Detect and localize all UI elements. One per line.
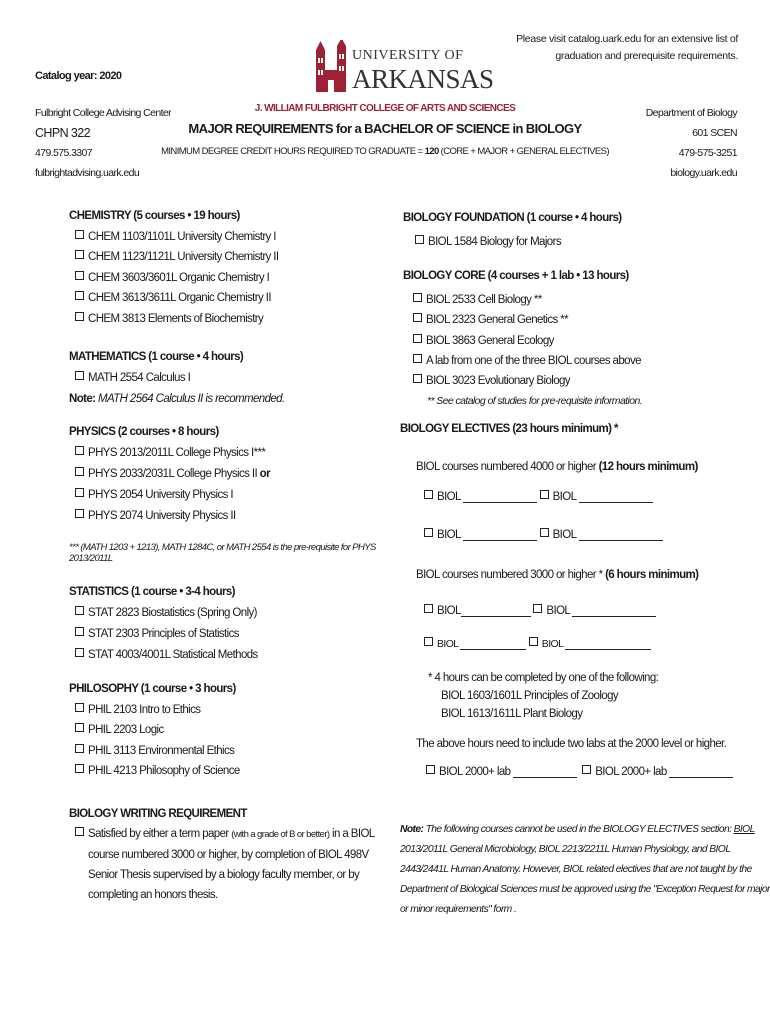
- degree-title: MAJOR REQUIREMENTS for a BACHELOR OF SCIENCE in BIOLOGY: [188, 121, 582, 136]
- advising-center-name: Fulbright College Advising Center: [35, 107, 172, 119]
- department-office: 601 SCEN: [692, 127, 737, 139]
- checkbox-icon[interactable]: [424, 604, 433, 613]
- statistics-title: STATISTICS (1 course • 3-4 hours): [69, 586, 235, 598]
- course-label: STAT 2303 Principles of Statistics: [88, 628, 239, 640]
- writing-grade-note: (with a grade of B or better): [231, 829, 330, 840]
- course-label: CHEM 3613/3611L Organic Chemistry II: [88, 292, 271, 304]
- philosophy-section: [69, 679, 240, 782]
- catalog-link-note: [516, 31, 738, 65]
- checkbox-icon[interactable]: [75, 744, 84, 753]
- course-label: BIOL 2323 General Genetics **: [426, 314, 568, 327]
- lab-blank-field[interactable]: [582, 766, 733, 778]
- chemistry-title: CHEMISTRY (5 courses • 19 hours): [69, 210, 240, 222]
- course-label: CHEM 3603/3601L Organic Chemistry I: [88, 271, 270, 284]
- exclusion-line4: Department of Biological Sciences must be approved using the "Exception Request for major: [400, 884, 770, 895]
- physics-footnote-line2: 2013/2011L: [69, 553, 113, 564]
- core-title: BIOLOGY CORE (4 courses + 1 lab • 13 hours): [403, 270, 629, 282]
- math-note: [69, 389, 285, 410]
- lab-course-blank[interactable]: [513, 766, 577, 778]
- course-number-blank[interactable]: [463, 491, 537, 503]
- course-checkbox[interactable]: [69, 624, 258, 645]
- course-label: PHIL 3113 Environmental Ethics: [88, 744, 235, 757]
- department-name: Department of Biology: [645, 107, 737, 119]
- logo-university-of: UNIVERSITY OF: [352, 48, 464, 63]
- course-checkbox[interactable]: [69, 485, 376, 506]
- course-checkbox[interactable]: [69, 645, 258, 666]
- checkbox-icon[interactable]: [75, 703, 84, 712]
- elective-blank-field[interactable]: [529, 638, 651, 650]
- course-number-blank[interactable]: [460, 638, 526, 650]
- elective-blank-row: [424, 605, 656, 617]
- advising-office: CHPN 322: [35, 126, 90, 140]
- credit-prefix: MINIMUM DEGREE CREDIT HOURS REQUIRED TO GRADUATE =: [161, 146, 425, 157]
- department-contact: [646, 103, 737, 183]
- checkbox-icon[interactable]: [413, 354, 422, 363]
- course-label: CHEM 1123/1121L University Chemistry II: [88, 251, 279, 263]
- electives-exclusion-note: [400, 820, 770, 920]
- department-phone: 479-575-3251: [678, 147, 737, 159]
- course-label: BIOL 3023 Evolutionary Biology: [426, 375, 570, 388]
- checkbox-icon[interactable]: [529, 637, 538, 646]
- mathematics-title: MATHEMATICS (1 course • 4 hours): [69, 351, 244, 363]
- credit-total: 120: [424, 146, 439, 157]
- option-plant-biology: BIOL 1613/1611L Plant Biology: [441, 708, 583, 720]
- checkbox-icon[interactable]: [582, 765, 591, 774]
- course-checkbox[interactable]: [403, 290, 642, 310]
- advising-website: fulbrightadvising.uark.edu: [35, 167, 140, 179]
- checkbox-icon[interactable]: [540, 490, 549, 499]
- lab-blank-row: [426, 766, 733, 778]
- elective-blank-field[interactable]: [540, 491, 653, 503]
- mathematics-section: [69, 347, 285, 410]
- checkbox-icon[interactable]: [424, 528, 433, 537]
- star-note: * 4 hours can be completed by one of the following:: [428, 672, 659, 684]
- course-label: PHIL 2203 Logic: [88, 724, 164, 736]
- checkbox-icon[interactable]: [533, 604, 542, 613]
- course-number-blank[interactable]: [565, 638, 651, 650]
- course-label: PHYS 2074 University Physics II: [88, 510, 236, 522]
- advising-contact: [35, 103, 171, 183]
- course-checkbox[interactable]: [69, 288, 279, 309]
- course-checkbox[interactable]: [69, 368, 285, 389]
- course-number-blank[interactable]: [579, 529, 663, 541]
- catalog-year: Catalog year: 2020: [35, 70, 122, 82]
- writing-line1b: in a BIOL: [329, 828, 375, 840]
- electives-3000-hours: (6 hours minimum): [605, 569, 699, 581]
- note-text: MATH 2564 Calculus II is recommended.: [95, 393, 285, 405]
- course-checkbox[interactable]: [69, 443, 376, 464]
- checkbox-icon[interactable]: [75, 312, 84, 321]
- writing-line4: completing an honors thesis.: [88, 889, 218, 901]
- course-checkbox[interactable]: [69, 700, 240, 721]
- course-checkbox[interactable]: [69, 761, 240, 782]
- checkbox-icon[interactable]: [540, 528, 549, 537]
- option-zoology: BIOL 1603/1601L Principles of Zoology: [441, 690, 619, 702]
- electives-title: BIOLOGY ELECTIVES (23 hours minimum) *: [400, 423, 618, 435]
- core-section: [403, 266, 642, 411]
- course-checkbox[interactable]: [403, 331, 642, 351]
- course-checkbox[interactable]: [403, 230, 622, 254]
- checkbox-icon[interactable]: [75, 606, 84, 615]
- lab-label: BIOL 2000+ lab: [595, 766, 667, 778]
- checkbox-icon[interactable]: [413, 313, 422, 322]
- course-checkbox[interactable]: [69, 464, 376, 485]
- elective-blank-field[interactable]: [533, 605, 656, 617]
- logo-arkansas: ARKANSAS: [352, 64, 494, 94]
- course-checkbox[interactable]: [69, 720, 240, 741]
- electives-4000-hours: (12 hours minimum): [598, 461, 698, 473]
- course-number-blank[interactable]: [461, 605, 531, 617]
- elective-blank-field[interactable]: [424, 605, 531, 617]
- statistics-section: [69, 582, 258, 666]
- lab-course-blank[interactable]: [669, 766, 733, 778]
- exclusion-line1-biol: BIOL: [733, 824, 755, 835]
- checkbox-icon[interactable]: [424, 490, 433, 499]
- course-checkbox[interactable]: [69, 506, 376, 527]
- elective-blank-row: [424, 529, 663, 541]
- checkbox-icon[interactable]: [75, 271, 84, 280]
- checkbox-icon[interactable]: [426, 765, 435, 774]
- checkbox-icon[interactable]: [424, 637, 433, 646]
- biol-label: BIOL: [437, 638, 459, 650]
- checkbox-icon[interactable]: [75, 827, 84, 836]
- foundation-section: [403, 206, 622, 254]
- exclusion-line3: 2443/2441L Human Anatomy. However, BIOL related electives that are not taught by the: [400, 864, 752, 875]
- exclusion-line5: or minor requirements" form .: [400, 904, 517, 915]
- elective-blank-field[interactable]: [424, 491, 537, 503]
- writing-line1a: Satisfied by either a term paper: [88, 828, 232, 840]
- course-label: BIOL 1584 Biology for Majors: [428, 236, 561, 248]
- checkbox-icon[interactable]: [413, 334, 422, 343]
- biol-label: BIOL: [541, 638, 563, 650]
- lab-blank-field[interactable]: [426, 766, 577, 778]
- exclusion-line2: 2013/2011L General Microbiology, BIOL 2213/2211L Human Physiology, and BIOL: [400, 844, 731, 855]
- credit-suffix: (CORE + MAJOR + GENERAL ELECTIVES): [438, 146, 609, 157]
- course-checkbox[interactable]: [69, 309, 279, 330]
- checkbox-icon[interactable]: [413, 293, 422, 302]
- course-label: A lab from one of the three BIOL courses above: [426, 354, 641, 367]
- electives-3000-text: BIOL courses numbered 3000 or higher *: [416, 569, 606, 581]
- electives-3000-heading: [416, 569, 698, 581]
- course-checkbox[interactable]: [69, 247, 279, 268]
- course-checkbox[interactable]: [69, 741, 240, 762]
- course-label: BIOL 3863 General Ecology: [426, 334, 554, 347]
- writing-checkbox[interactable]: [69, 824, 375, 845]
- course-checkbox[interactable]: [69, 268, 279, 289]
- exclusion-note-label: Note:: [400, 824, 424, 835]
- course-label: CHEM 1103/1101L University Chemistry I: [88, 230, 276, 243]
- course-label: MATH 2554 Calculus I: [88, 372, 191, 384]
- checkbox-icon[interactable]: [75, 230, 84, 239]
- old-main-towers-icon: [314, 40, 348, 94]
- physics-section: [69, 422, 376, 564]
- electives-alternative-note: [428, 669, 658, 723]
- course-number-blank[interactable]: [572, 605, 656, 617]
- course-label: PHIL 4213 Philosophy of Science: [88, 765, 240, 777]
- college-name: J. WILLIAM FULBRIGHT COLLEGE OF ARTS AND SCIENCES: [254, 103, 516, 114]
- course-checkbox[interactable]: [403, 310, 642, 330]
- biol-label: BIOL: [552, 529, 576, 541]
- biol-label: BIOL: [546, 605, 570, 617]
- course-number-blank[interactable]: [463, 529, 537, 541]
- top-note-line1: Please visit catalog.uark.edu for an extensive list of: [516, 33, 738, 45]
- checkbox-icon[interactable]: [75, 627, 84, 636]
- course-label: BIOL 2533 Cell Biology **: [426, 294, 542, 307]
- core-prereq-note: ** See catalog of studies for pre-requisite information.: [427, 395, 643, 408]
- physics-title: PHYSICS (2 courses • 8 hours): [69, 426, 219, 438]
- checkbox-icon[interactable]: [75, 488, 84, 497]
- note-label: Note:: [69, 393, 96, 405]
- course-checkbox[interactable]: [69, 227, 279, 248]
- exclusion-line1-text: The following courses cannot be used in the BIOLOGY ELECTIVES section:: [423, 824, 734, 835]
- checkbox-icon[interactable]: [75, 291, 84, 300]
- exclusion-line1: [400, 820, 755, 840]
- checkbox-icon[interactable]: [75, 648, 84, 657]
- physics-footnote: [69, 542, 376, 564]
- department-website: biology.uark.edu: [670, 167, 737, 179]
- course-checkbox[interactable]: [69, 603, 258, 624]
- top-note-line2: graduation and prerequisite requirements.: [555, 50, 738, 62]
- course-checkbox[interactable]: [403, 351, 642, 371]
- biol-label: BIOL: [552, 491, 576, 503]
- checkbox-icon[interactable]: [75, 371, 84, 380]
- checkbox-icon[interactable]: [75, 723, 84, 732]
- biol-label: BIOL: [437, 605, 461, 617]
- elective-blank-field[interactable]: [540, 529, 663, 541]
- elective-blank-row: [424, 638, 651, 650]
- elective-blank-row: [424, 491, 653, 503]
- checkbox-icon[interactable]: [413, 374, 422, 383]
- checkbox-icon[interactable]: [75, 509, 84, 518]
- elective-blank-field[interactable]: [424, 529, 537, 541]
- course-label: STAT 2823 Biostatistics (Spring Only): [88, 607, 257, 619]
- electives-4000-text: BIOL courses numbered 4000 or higher: [416, 461, 599, 473]
- physics-footnote-line1: *** (MATH 1203 + 1213), MATH 1284C, or MATH 2554 is the pre-requisite for PHYS: [69, 542, 376, 553]
- biol-label: BIOL: [437, 491, 461, 503]
- electives-section: [400, 423, 727, 778]
- course-checkbox[interactable]: [403, 371, 642, 391]
- university-logo: [314, 40, 494, 98]
- writing-requirement-section: [69, 804, 375, 905]
- writing-title: BIOLOGY WRITING REQUIREMENT: [69, 808, 247, 820]
- checkbox-icon[interactable]: [75, 250, 84, 259]
- chemistry-section: [69, 206, 279, 329]
- course-label: PHIL 2103 Intro to Ethics: [88, 703, 201, 716]
- checkbox-icon[interactable]: [415, 235, 424, 244]
- course-label: PHYS 2054 University Physics I: [88, 489, 233, 501]
- course-number-blank[interactable]: [579, 491, 653, 503]
- writing-line2: course numbered 3000 or higher, by completion of BIOL 498V: [88, 849, 369, 861]
- checkbox-icon[interactable]: [75, 764, 84, 773]
- checkbox-icon[interactable]: [75, 446, 84, 455]
- course-label: PHYS 2013/2011L College Physics I***: [88, 447, 266, 459]
- electives-4000-heading: [416, 461, 698, 473]
- checkbox-icon[interactable]: [75, 467, 84, 476]
- foundation-title: BIOLOGY FOUNDATION (1 course • 4 hours): [403, 212, 622, 224]
- philosophy-title: PHILOSOPHY (1 course • 3 hours): [69, 683, 236, 695]
- or-label: or: [259, 468, 270, 480]
- biol-label: BIOL: [437, 529, 461, 541]
- labs-note: The above hours need to include two labs at the 2000 level or higher.: [416, 738, 727, 750]
- course-label: CHEM 3813 Elements of Biochemistry: [88, 312, 264, 325]
- writing-line3: Senior Thesis supervised by a biology faculty member, or by: [88, 869, 360, 881]
- lab-label: BIOL 2000+ lab: [439, 766, 511, 778]
- advising-phone: 479.575.3307: [35, 147, 93, 159]
- elective-blank-field[interactable]: [424, 638, 526, 650]
- course-label: PHYS 2033/2031L College Physics II: [88, 468, 260, 480]
- course-label: STAT 4003/4001L Statistical Methods: [88, 649, 258, 661]
